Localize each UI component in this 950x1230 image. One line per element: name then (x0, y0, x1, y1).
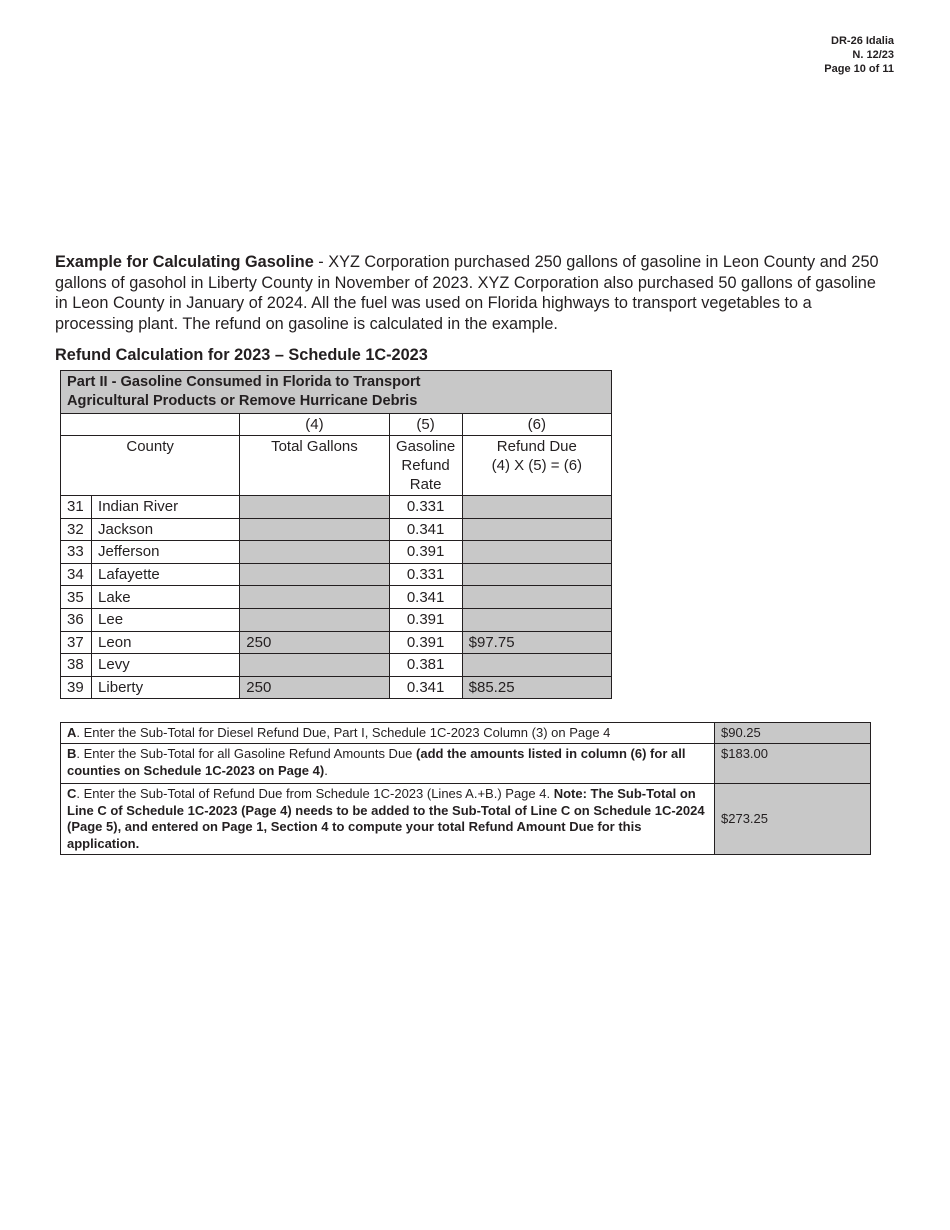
column-number-5: (5) (389, 414, 462, 436)
example-text: - XYZ Corporation purchased 250 gallons of gasoline in Leon County and 250 gallons of gasohol in Liberty County in November of 2023. XYZ Corporation also purchased 50 gallons of gasoline in Leon County in January of 2024. All the fuel was used on Florida highways to transport vegetables to a processing plant. The refund on gasoline is calculated in the example. (55, 253, 879, 333)
line-a-value[interactable]: $90.25 (715, 723, 871, 744)
refund-cell[interactable] (462, 586, 611, 609)
line-a-description (61, 723, 715, 744)
rate-cell: 0.381 (389, 654, 462, 677)
schedule-table (60, 370, 612, 699)
line-b-letter: B (67, 746, 77, 762)
county-name: Liberty (92, 676, 240, 699)
line-b-text: . Enter the Sub-Total for all Gasoline Refund Amounts Due (76, 746, 417, 762)
line-a-text: . Enter the Sub-Total for Diesel Refund Due, Part I, Schedule 1C-2023 Column (3) on Page 4 (76, 725, 611, 740)
refund-cell[interactable]: $85.25 (462, 676, 611, 699)
county-name: Levy (92, 654, 240, 677)
gallons-cell[interactable] (240, 541, 389, 564)
table-row (61, 518, 612, 541)
county-name: Jackson (92, 518, 240, 541)
table-row (61, 563, 612, 586)
rate-cell: 0.331 (389, 563, 462, 586)
column-number-row (61, 414, 612, 436)
example-lead: Example for Calculating Gasoline (55, 253, 314, 271)
line-number: 37 (61, 631, 92, 654)
column-number-blank (61, 414, 240, 436)
table-row (61, 608, 612, 631)
rate-cell: 0.341 (389, 676, 462, 699)
table-row (61, 586, 612, 609)
form-revision: N. 12/23 (852, 49, 894, 61)
line-number: 39 (61, 676, 92, 699)
county-header: County (61, 436, 240, 496)
summary-row-c (61, 784, 871, 855)
refund-rate-header (389, 436, 462, 496)
part-title-line2: Agricultural Products or Remove Hurricane Debris (67, 393, 418, 409)
total-gallons-header: Total Gallons (240, 436, 389, 496)
gallons-cell[interactable] (240, 563, 389, 586)
line-a-letter: A (67, 725, 77, 740)
county-name: Lee (92, 608, 240, 631)
county-name: Leon (92, 631, 240, 654)
rate-cell: 0.331 (389, 496, 462, 519)
refund-due-header (462, 436, 611, 496)
table-row (61, 676, 612, 699)
table-row (61, 631, 612, 654)
example-paragraph (55, 252, 885, 334)
refund-rate-header-line3: Rate (409, 476, 442, 493)
part-header-row (61, 371, 612, 414)
line-number: 32 (61, 518, 92, 541)
line-number: 34 (61, 563, 92, 586)
column-number-6: (6) (462, 414, 611, 436)
gallons-cell[interactable] (240, 518, 389, 541)
gallons-cell[interactable]: 250 (240, 676, 389, 699)
line-b-value[interactable]: $183.00 (715, 744, 871, 784)
part-title-line1: Part II - Gasoline Consumed in Florida to Transport (67, 374, 421, 390)
refund-rate-header-line1: Gasoline (396, 438, 456, 455)
county-name: Indian River (92, 496, 240, 519)
line-c-letter: C (67, 786, 77, 802)
table-row (61, 541, 612, 564)
county-name: Lafayette (92, 563, 240, 586)
rate-cell: 0.391 (389, 631, 462, 654)
refund-due-header-line1: Refund Due (496, 438, 577, 455)
table-row (61, 654, 612, 677)
county-name: Jefferson (92, 541, 240, 564)
rate-cell: 0.341 (389, 586, 462, 609)
line-c-bold: Note: The Sub-Total on Line C of Schedule 1C-2023 (Page 4) needs to be added to the Sub-Total of Line C on Schedule 1C-2024 (Page 5), and entered on Page 1, Section 4 to compute your total Refund Amount Due for this application. (67, 786, 705, 851)
line-b-description (61, 744, 715, 784)
gallons-cell[interactable] (240, 654, 389, 677)
summary-table (60, 722, 871, 855)
gallons-cell[interactable]: 250 (240, 631, 389, 654)
page-number: Page 10 of 11 (824, 63, 894, 75)
refund-cell[interactable] (462, 608, 611, 631)
refund-cell[interactable] (462, 518, 611, 541)
refund-cell[interactable]: $97.75 (462, 631, 611, 654)
line-number: 38 (61, 654, 92, 677)
gallons-cell[interactable] (240, 608, 389, 631)
refund-cell[interactable] (462, 496, 611, 519)
part-title (61, 371, 612, 414)
gallons-cell[interactable] (240, 586, 389, 609)
refund-rate-header-line2: Refund (401, 457, 450, 474)
form-id: DR-26 Idalia (831, 35, 894, 47)
form-header (824, 34, 894, 76)
section-title: Refund Calculation for 2023 – Schedule 1C-2023 (55, 346, 428, 364)
table-row (61, 496, 612, 519)
column-header-row (61, 436, 612, 496)
refund-due-header-line2: (4) X (5) = (6) (491, 457, 583, 474)
rate-cell: 0.341 (389, 518, 462, 541)
line-number: 33 (61, 541, 92, 564)
rate-cell: 0.391 (389, 608, 462, 631)
line-number: 35 (61, 586, 92, 609)
column-number-4: (4) (240, 414, 389, 436)
refund-cell[interactable] (462, 541, 611, 564)
line-number: 31 (61, 496, 92, 519)
line-c-value[interactable]: $273.25 (715, 784, 871, 855)
rate-cell: 0.391 (389, 541, 462, 564)
summary-row-a (61, 723, 871, 744)
refund-cell[interactable] (462, 563, 611, 586)
line-b-bold: (add the amounts listed in column (6) for all counties on Schedule 1C-2023 on Page 4) (67, 746, 686, 778)
refund-cell[interactable] (462, 654, 611, 677)
summary-row-b (61, 744, 871, 784)
line-b-end: . (324, 762, 328, 778)
gallons-cell[interactable] (240, 496, 389, 519)
line-number: 36 (61, 608, 92, 631)
county-name: Lake (92, 586, 240, 609)
line-c-text: . Enter the Sub-Total of Refund Due from Schedule 1C-2023 (Lines A.+B.) Page 4. (76, 786, 554, 802)
line-c-description (61, 784, 715, 855)
